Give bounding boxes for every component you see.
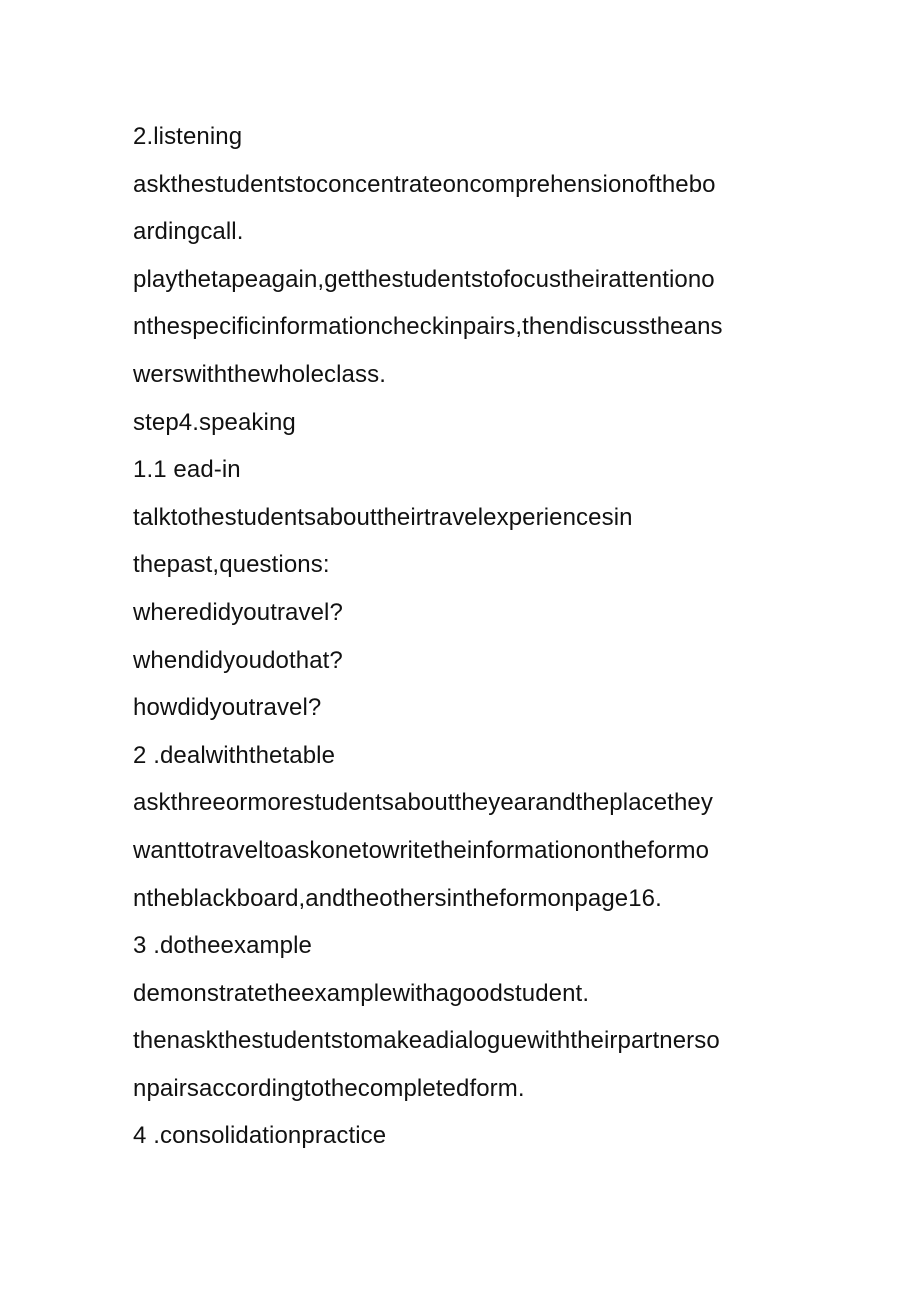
text-line: demonstratetheexamplewithagoodstudent. [133, 979, 590, 1007]
subheading-do-the-example: 3 .dotheexample [133, 932, 312, 960]
text-line: ntheblackboard,andtheothersintheformonpage16. [133, 884, 662, 912]
question-line: wheredidyoutravel? [133, 598, 343, 626]
text-line: thepast,questions: [133, 551, 330, 579]
document-body [133, 113, 793, 1160]
text-line: wanttotraveltoaskonetowritetheinformationontheformo [133, 836, 710, 864]
question-line: whendidyoudothat? [133, 646, 343, 674]
section-heading-listening: 2.listening [133, 123, 243, 150]
text-line: askthestudentstoconcentrateoncomprehensionofthebo [133, 170, 716, 198]
text-line: werswiththewholeclass. [133, 360, 386, 388]
text-line: nthespecificinformationcheckinpairs,thendiscusstheans [133, 313, 723, 341]
question-line: howdidyoutravel? [133, 694, 322, 722]
text-line: playthetapeagain,getthestudentstofocustheirattentiono [133, 265, 715, 293]
subheading-lead-in: 1.1 ead-in [133, 456, 241, 484]
subheading-deal-with-table: 2 .dealwiththetable [133, 741, 336, 769]
text-line: npairsaccordingtothecompletedform. [133, 1074, 525, 1102]
text-line: talktothestudentsabouttheirtravelexperiencesin [133, 503, 633, 531]
text-line: ardingcall. [133, 218, 244, 246]
text-line: thenaskthestudentstomakeadialoguewiththeirpartnerso [133, 1027, 720, 1055]
text-line: askthreeormorestudentsabouttheyearandtheplacethey [133, 789, 713, 817]
subheading-consolidation-practice: 4 .consolidationpractice [133, 1122, 387, 1150]
section-heading-speaking: step4.speaking [133, 408, 296, 436]
